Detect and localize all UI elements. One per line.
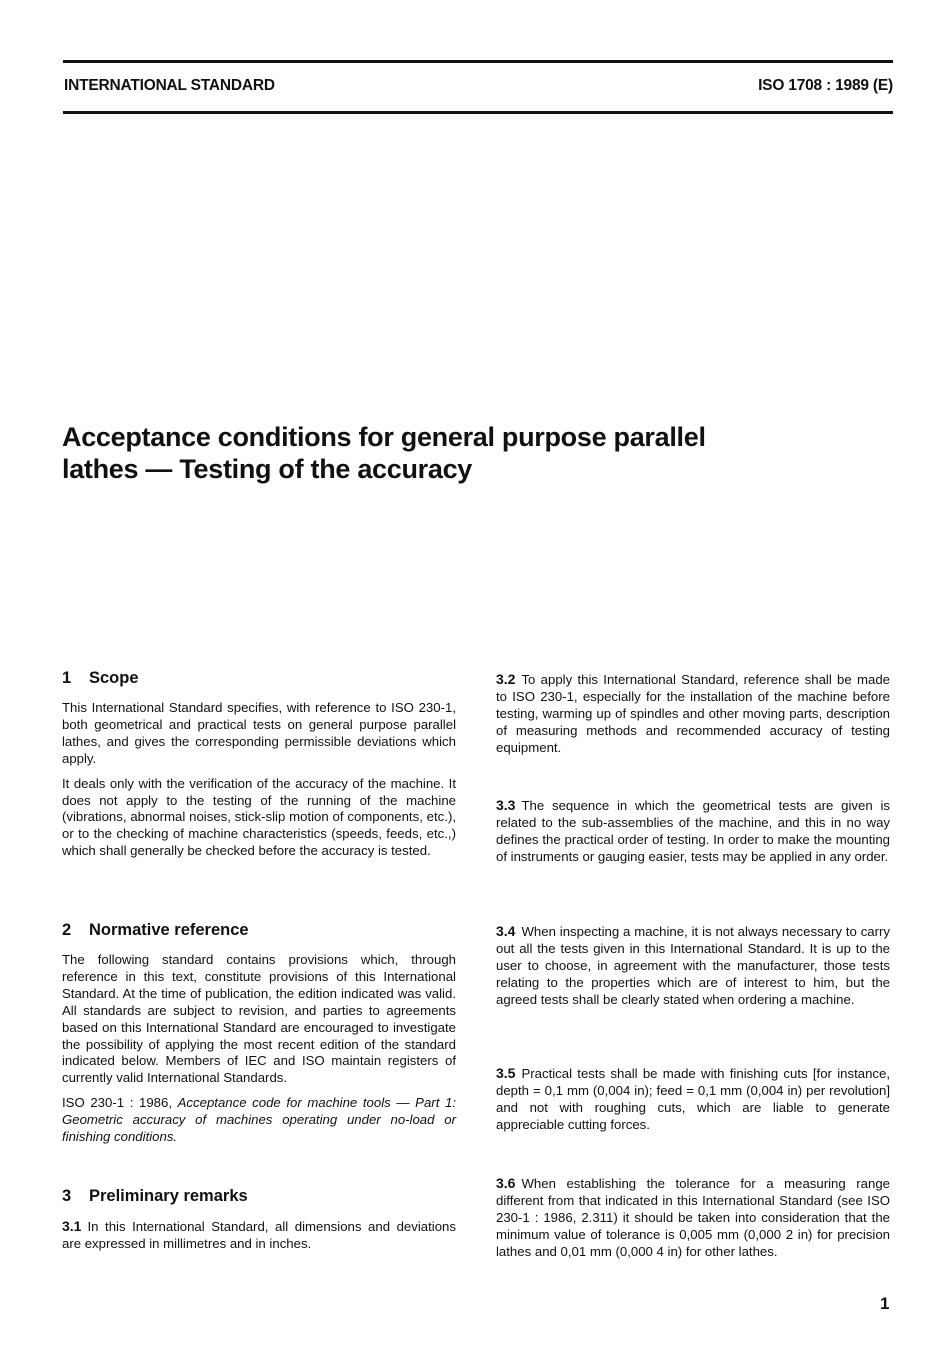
clause-3-2	[496, 671, 890, 757]
section-title: Scope	[89, 669, 139, 687]
section-number: 2	[62, 921, 72, 939]
clause-3-2-block	[496, 671, 890, 757]
clause-3-3-block	[496, 797, 890, 866]
citation-title: Acceptance code for machine tools — Part 1: Geometric accuracy of machines operating under no-load or finishing conditions.	[62, 1095, 456, 1145]
clause-3-4	[496, 923, 890, 1009]
standard-number: ISO 1708 : 1989 (E)	[758, 77, 893, 94]
normative-reference-paragraph: The following standard contains provisions which, through reference in this text, constitute provisions of this International Standard. At the time of publication, the edition indicated was valid. All standards are subject to revision, and parties to agreements based on this International Standard are encouraged to investigate the possibility of applying the most recent edition of the standard indicated below. Members of IEC and ISO maintain registers of currently valid International Standards.	[62, 952, 456, 1086]
title-line-1: Acceptance conditions for general purpose parallel	[62, 422, 706, 452]
section-heading-preliminary-remarks	[62, 1186, 456, 1206]
clause-number: 3.5	[496, 1065, 516, 1081]
clause-text: When establishing the tolerance for a measuring range different from that indicated in this International Standard (see ISO 230-1 : 1986, 2.311) it should be taken into consideration that the minimum value of tolerance is 0,005 mm (0,000 2 in) for precision lathes and 0,01 mm (0,000 4 in) for other lathes.	[496, 1176, 890, 1259]
clause-3-4-block	[496, 923, 890, 1009]
section-number: 3	[62, 1187, 72, 1205]
normative-reference-citation	[62, 1095, 456, 1146]
header-bottom-rule	[63, 111, 893, 114]
section-heading-scope	[62, 668, 456, 688]
citation-id: ISO 230-1 : 1986,	[62, 1095, 178, 1111]
section-title: Preliminary remarks	[89, 1187, 248, 1205]
clause-text: In this International Standard, all dimensions and deviations are expressed in millimetres and in inches.	[62, 1219, 456, 1251]
clause-number: 3.4	[496, 923, 516, 939]
clause-3-5-block	[496, 1065, 890, 1134]
clause-text: Practical tests shall be made with finishing cuts [for instance, depth = 0,1 mm (0,004 in); feed = 0,1 mm (0,004 in) per revolution] and not with roughing cuts, which are liable to generate appreciable cutting forces.	[496, 1066, 890, 1132]
scope-paragraph-1: This International Standard specifies, with reference to ISO 230-1, both geometrical and practical tests on general purpose parallel lathes, and gives the corresponding permissible deviations which apply.	[62, 700, 456, 766]
clause-3-3	[496, 797, 890, 866]
clause-text: When inspecting a machine, it is not always necessary to carry out all the tests given in this International Standard. It is up to the user to choose, in agreement with the manufacturer, those tests relating to the properties which are of interest to him, but the agreed tests shall be clearly stated when ordering a machine.	[496, 924, 890, 1007]
title-line-2: lathes — Testing of the accuracy	[62, 454, 473, 484]
clause-number: 3.6	[496, 1175, 516, 1191]
section-title: Normative reference	[89, 921, 249, 939]
section-preliminary-remarks	[62, 1186, 456, 1253]
document-title	[62, 421, 842, 485]
section-heading-normative-reference	[62, 920, 456, 940]
clause-text: To apply this International Standard, reference shall be made to ISO 230-1, especially for the installation of the machine before testing, warming up of spindles and other moving parts, description of measuring methods and recommended accuracy of testing equipment.	[496, 672, 890, 755]
clause-number: 3.3	[496, 797, 516, 813]
clause-3-1	[62, 1218, 456, 1253]
scope-paragraph-2: It deals only with the verification of the accuracy of the machine. It does not apply to the testing of the running of the machine (vibrations, abnormal noises, stick-slip motion of components, etc.), or to the checking of machine characteristics (speeds, feeds, etc.,) which shall generally be checked before the accuracy is tested.	[62, 775, 456, 859]
clause-3-6-block	[496, 1175, 890, 1261]
section-normative-reference	[62, 920, 456, 1146]
clause-number: 3.1	[62, 1218, 82, 1234]
clause-number: 3.2	[496, 671, 516, 687]
page-number: 1	[880, 1294, 890, 1313]
clause-3-6	[496, 1175, 890, 1261]
document-type-label: INTERNATIONAL STANDARD	[64, 77, 275, 94]
clause-3-5	[496, 1065, 890, 1134]
clause-text: The sequence in which the geometrical tests are given is related to the sub-assemblies of the machine, and this in no way defines the practical order of testing. In order to make the mounting of instruments or gauging easier, tests may be applied in any order.	[496, 798, 890, 864]
header-top-rule	[63, 60, 893, 63]
section-scope	[62, 668, 456, 860]
section-number: 1	[62, 669, 72, 687]
